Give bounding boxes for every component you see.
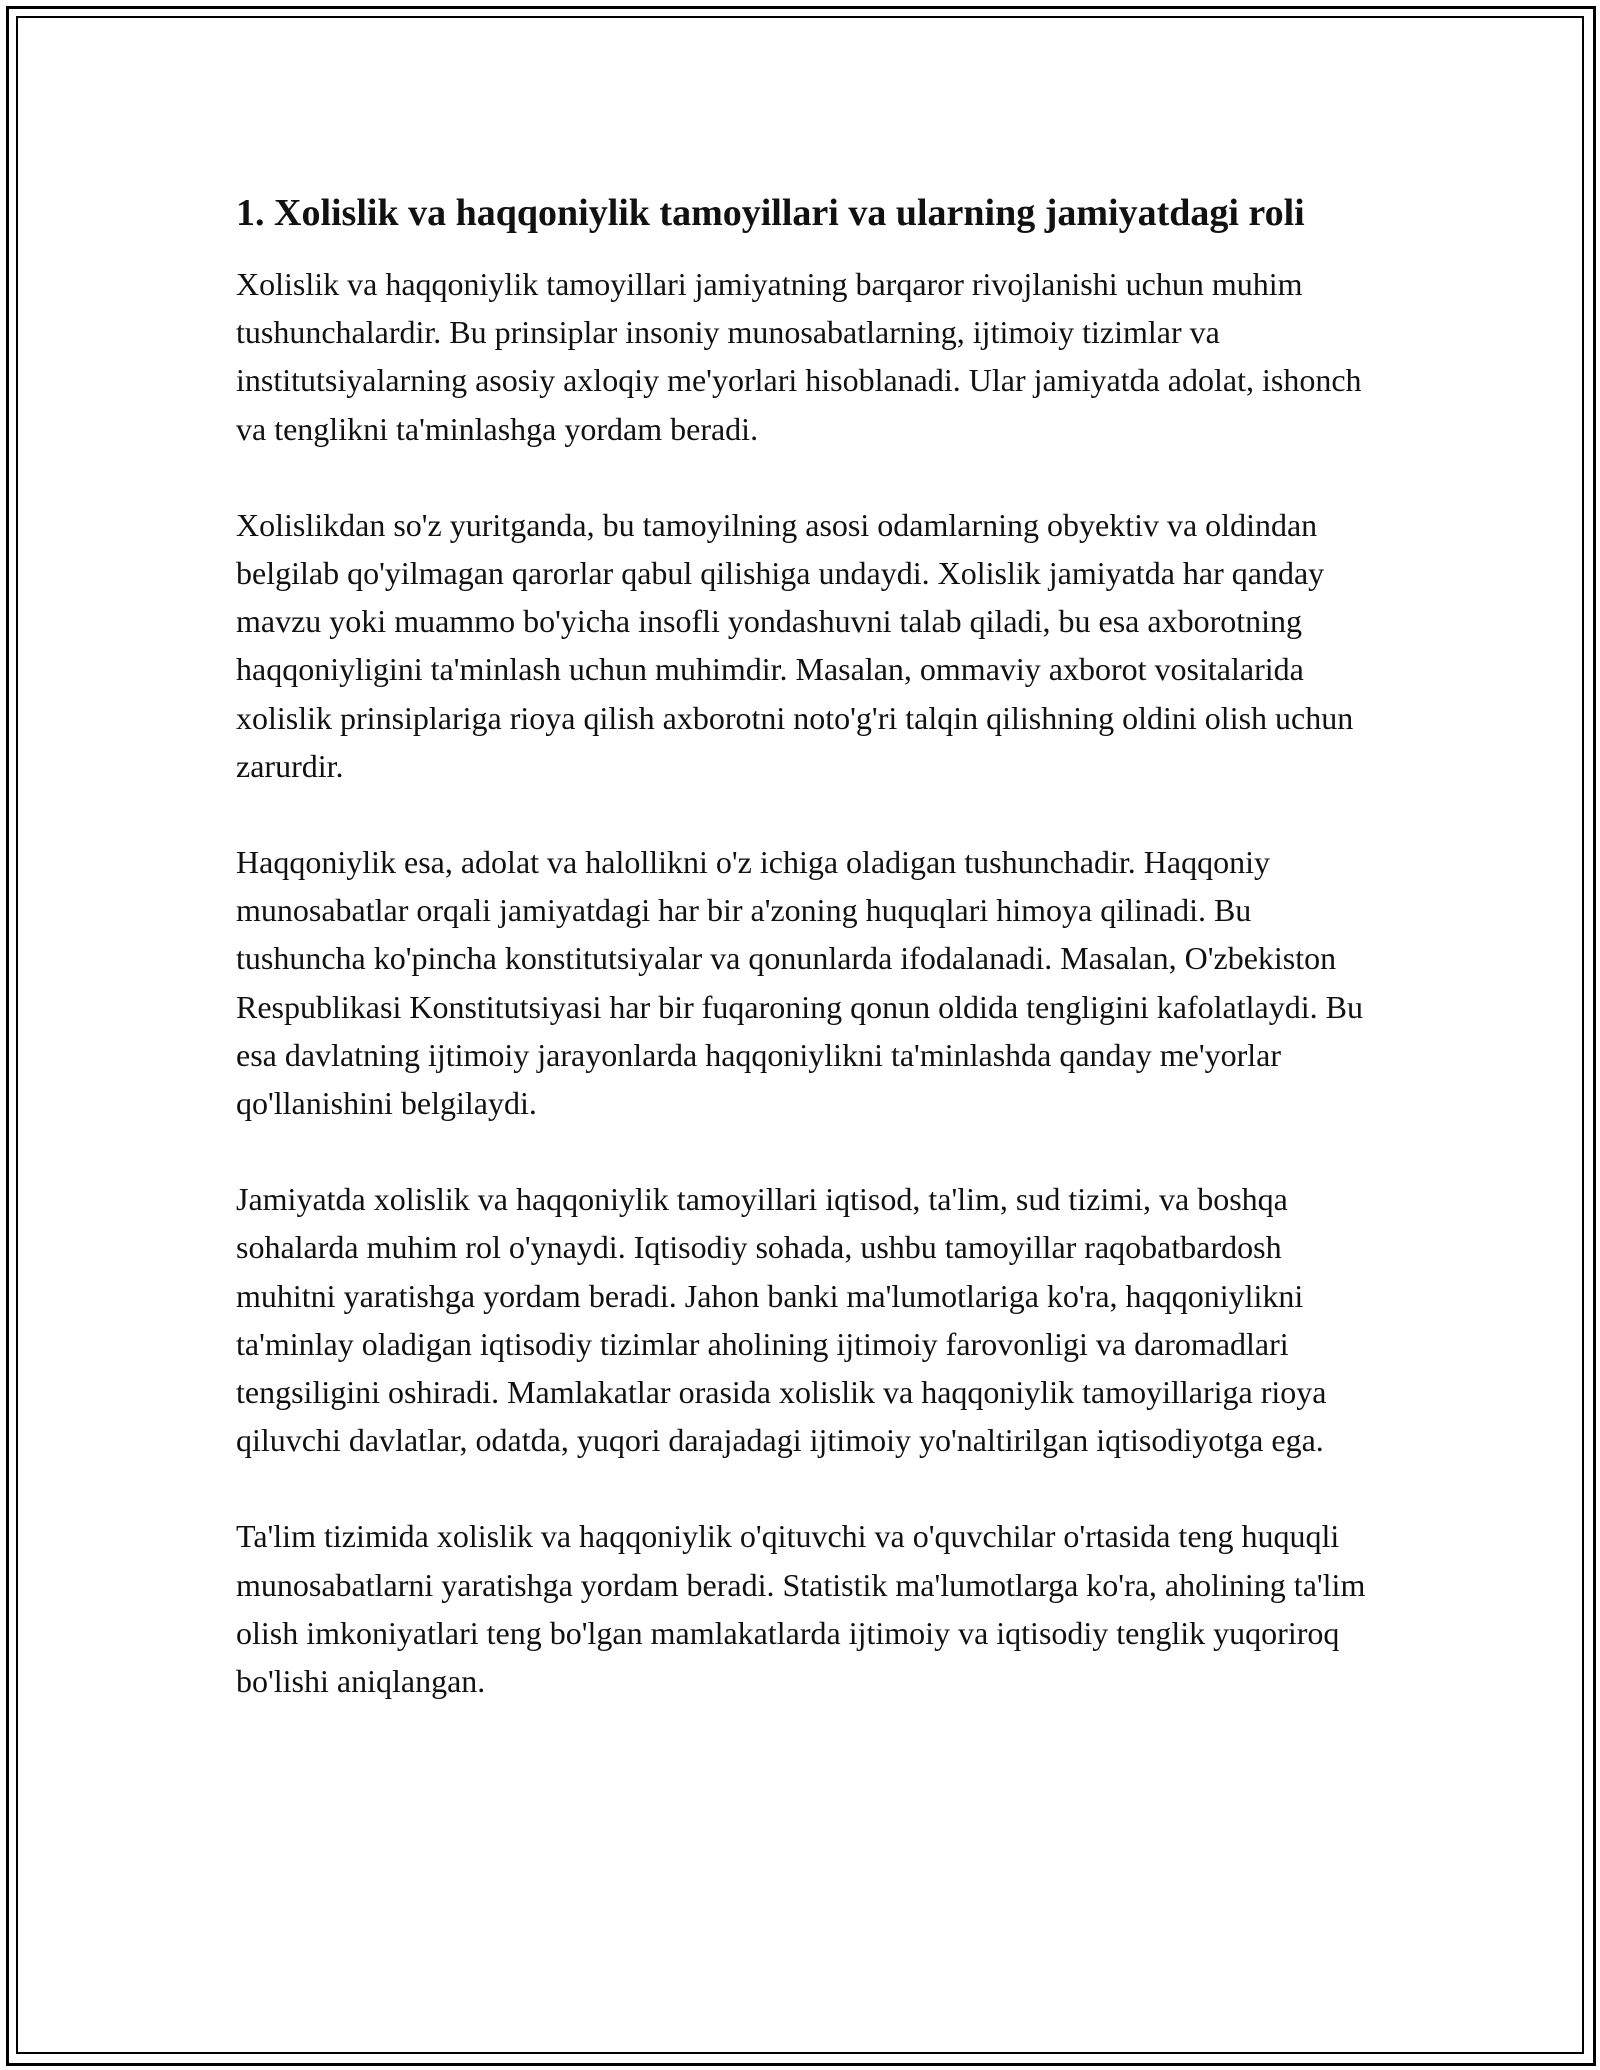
document-body	[236, 186, 1366, 1753]
paragraph-4: Jamiyatda xolislik va haqqoniylik tamoyillari iqtisod, ta'lim, sud tizimi, va boshqa sohalarda muhim rol o'ynaydi. Iqtisodiy sohada, ushbu tamoyillar raqobatbardosh muhitni yaratishga yordam beradi. Jahon banki ma'lumotlariga ko'ra, haqqoniylikni ta'minlay oladigan iqtisodiy tizimlar aholining ijtimoiy farovonligi va daromadlari tengsiligini oshiradi. Mamlakatlar orasida xolislik va haqqoniylik tamoyillariga rioya qiluvchi davlatlar, odatda, yuqori darajadagi ijtimoiy yo'naltirilgan iqtisodiyotga ega.	[236, 1181, 1327, 1459]
paragraph-5: Ta'lim tizimida xolislik va haqqoniylik o'qituvchi va o'quvchilar o'rtasida teng huquqli munosabatlarni yaratishga yordam beradi. Statistik ma'lumotlarga ko'ra, aholining ta'lim olish imkoniyatlari teng bo'lgan mamlakatlarda ijtimoiy va iqtisodiy tenglik yuqoriroq bo'lishi aniqlangan.	[236, 1518, 1366, 1700]
paragraph-2: Xolislikdan so'z yuritganda, bu tamoyilning asosi odamlarning obyektiv va oldindan belgilab qo'yilmagan qarorlar qabul qilishiga undaydi. Xolislik jamiyatda har qanday mavzu yoki muammo bo'yicha insofli yondashuvni talab qiladi, bu esa axborotning haqqoniyligini ta'minlash uchun muhimdir. Masalan, ommaviy axborot vositalarida xolislik prinsiplariga rioya qilish axborotni noto'g'ri talqin qilishning oldini olish uchun zarurdir.	[236, 506, 1354, 784]
paragraph-3: Haqqoniylik esa, adolat va halollikni o'z ichiga oladigan tushunchadir. Haqqoniy munosabatlar orqali jamiyatdagi har bir a'zoning huquqlari himoya qilinadi. Bu tushuncha ko'pincha konstitutsiyalar va qonunlarda ifodalanadi. Masalan, O'zbekiston Respublikasi Konstitutsiyasi har bir fuqaroning qonun oldida tengligini kafolatlaydi. Bu esa davlatning ijtimoiy jarayonlarda haqqoniylikni ta'minlashda qanday me'yorlar qo'llanishini belgilaydi.	[236, 844, 1363, 1122]
document-title: 1. Xolislik va haqqoniylik tamoyillari va ularning jamiyatdagi roli	[236, 192, 1305, 234]
paragraph-1: Xolislik va haqqoniylik tamoyillari jamiyatning barqaror rivojlanishi uchun muhim tushunchalardir. Bu prinsiplar insoniy munosabatlarning, ijtimoiy tizimlar va institutsiyalarning asosiy axloqiy me'yorlari hisoblanadi. Ular jamiyatda adolat, ishonch va tenglikni ta'minlashga yordam beradi.	[236, 266, 1362, 447]
